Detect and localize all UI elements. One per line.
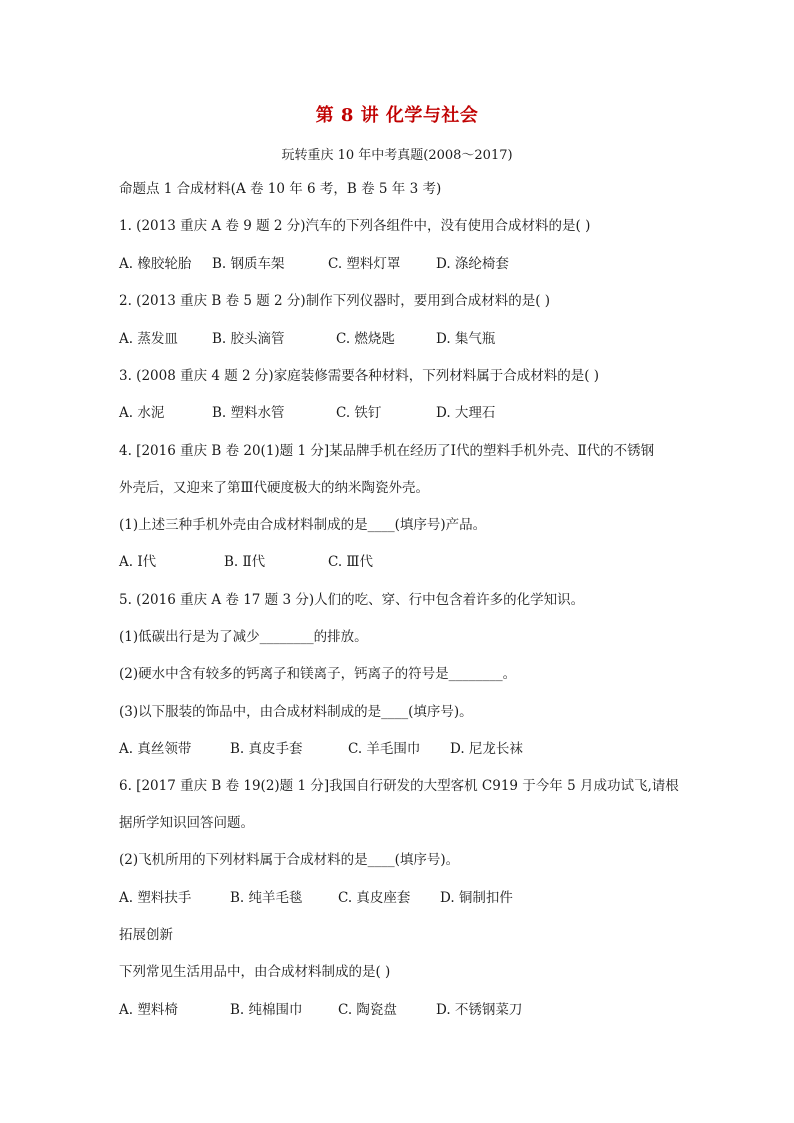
question-1-stem: 1. (2013 重庆 A 卷 9 题 2 分)汽车的下列各组件中，没有使用合成材料的是( ) [119,218,591,234]
page-title: 第 8 讲 化学与社会 [315,105,479,126]
extension-heading: 拓展创新 [119,927,173,943]
extension-question-stem: 下列常见生活用品中，由合成材料制成的是( ) [119,964,391,980]
question-4-option-a: A. Ⅰ代 [119,554,157,570]
question-4-option-b: B. Ⅱ代 [224,554,266,570]
question-3-option-d: D. 大理石 [436,405,496,421]
question-5-option-b: B. 真皮手套 [230,741,303,757]
extension-option-a: A. 塑料椅 [119,1002,178,1018]
question-3-option-b: B. 塑料水管 [212,405,285,421]
question-4-option-c: C. Ⅲ代 [328,554,373,570]
question-3-stem: 3. (2008 重庆 4 题 2 分)家庭装修需要各种材料，下列材料属于合成材料的是( ) [119,368,600,384]
extension-option-d: D. 不锈钢菜刀 [436,1002,523,1018]
question-6-option-c: C. 真皮座套 [338,890,411,906]
section-heading: 命题点 1 合成材料(A 卷 10 年 6 考，B 卷 5 年 3 考) [119,181,442,197]
question-6-stem-line1: 6. [2017 重庆 B 卷 19(2)题 1 分]我国自行研发的大型客机 C919 于今年 5 月成功试飞,请根 [119,778,679,794]
question-6-option-d: D. 铜制扣件 [440,890,513,906]
question-5-option-c: C. 羊毛围巾 [348,741,421,757]
question-5-part-1: (1)低碳出行是为了减少________的排放。 [119,629,368,645]
question-1-option-c: C. 塑料灯罩 [328,256,401,272]
question-4-part-1: (1)上述三种手机外壳由合成材料制成的是____(填序号)产品。 [119,517,487,533]
question-5-part-2: (2)硬水中含有较多的钙离子和镁离子，钙离子的符号是________。 [119,666,517,682]
question-3-option-a: A. 水泥 [119,405,165,421]
extension-option-b: B. 纯棉围巾 [230,1002,303,1018]
question-6-option-b: B. 纯羊毛毯 [230,890,303,906]
question-6-part-2: (2)飞机所用的下列材料属于合成材料的是____(填序号)。 [119,852,460,868]
question-5-part-3: (3)以下服装的饰品中，由合成材料制成的是____(填序号)。 [119,704,473,720]
question-1-option-b: B. 钢质车架 [212,256,285,272]
question-2-option-d: D. 集气瓶 [436,331,496,347]
question-4-stem-line2: 外壳后，又迎来了第Ⅲ代硬度极大的纳米陶瓷外壳。 [119,480,430,496]
question-4-stem-line1: 4. [2016 重庆 B 卷 20(1)题 1 分]某品牌手机在经历了Ⅰ代的塑料手机外壳、Ⅱ代的不锈钢 [119,443,655,459]
question-1-option-d: D. 涤纶椅套 [436,256,509,272]
extension-option-c: C. 陶瓷盘 [338,1002,397,1018]
question-5-option-a: A. 真丝领带 [119,741,192,757]
question-2-option-b: B. 胶头滴管 [212,331,285,347]
question-5-option-d: D. 尼龙长袜 [450,741,523,757]
question-2-option-c: C. 燃烧匙 [336,331,395,347]
question-2-option-a: A. 蒸发皿 [119,331,178,347]
question-2-stem: 2. (2013 重庆 B 卷 5 题 2 分)制作下列仪器时，要用到合成材料的是( ) [119,293,551,309]
question-1-option-a: A. 橡胶轮胎 [119,256,192,272]
question-6-stem-line2: 据所学知识回答问题。 [119,815,254,831]
question-5-stem: 5. (2016 重庆 A 卷 17 题 3 分)人们的吃、穿、行中包含着许多的化学知识。 [119,592,585,608]
question-6-option-a: A. 塑料扶手 [119,890,192,906]
page-subtitle: 玩转重庆 10 年中考真题(2008～2017) [281,148,513,163]
question-3-option-c: C. 铁钉 [336,405,382,421]
